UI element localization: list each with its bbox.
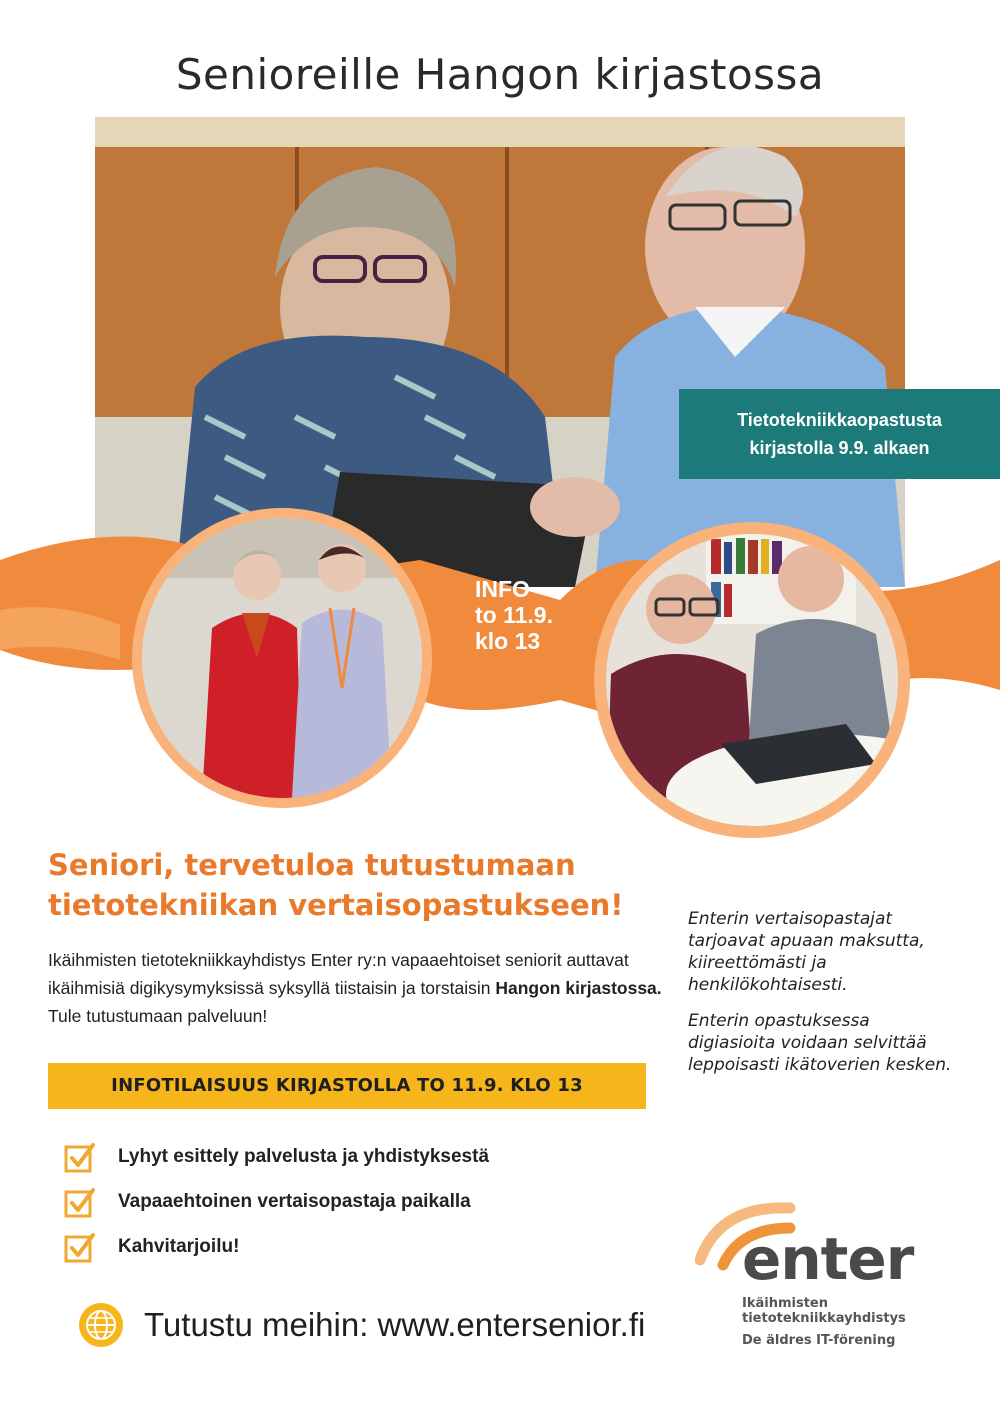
enter-logo-subtitle	[742, 1296, 906, 1326]
headline	[48, 845, 668, 925]
logo-sub-line-2: tietotekniikkayhdistys	[742, 1311, 906, 1326]
left-circle-photo	[142, 518, 422, 798]
globe-icon	[78, 1302, 124, 1348]
badge-line-2: kirjastolla 9.9. alkaen	[749, 438, 930, 458]
intro-text-1: Ikäihmisten tietotekniikkayhdistys Enter ry:n vapaaehtoiset seniorit auttavat ikäihmisiä digikysymyksissä syksyllä tiistaisin ja torstaisin	[48, 950, 629, 998]
page-title: Senioreille Hangon kirjastossa	[175, 50, 825, 99]
enter-logo-swedish: De äldres IT-förening	[742, 1333, 896, 1348]
checklist-item	[64, 1182, 471, 1222]
teal-announcement-badge	[679, 389, 1000, 479]
side-paragraph-2: Enterin opastuksessa digiasioita voidaan selvittää leppoisasti ikätoverien kesken.	[688, 1011, 952, 1075]
checklist-label: Lyhyt esittely palvelusta ja yhdistyksestä	[118, 1146, 490, 1167]
checklist-label: Kahvitarjoilu!	[118, 1236, 240, 1257]
checkbox-checked-icon	[64, 1186, 96, 1218]
badge-line-1: Tietotekniikkaopastusta	[737, 410, 942, 430]
website-url-text[interactable]: Tutustu meihin: www.entersenior.fi	[144, 1306, 646, 1343]
side-text	[688, 908, 958, 1090]
intro-bold-location: Hangon kirjastossa.	[495, 978, 662, 998]
enter-logo-wordmark: enter	[742, 1225, 914, 1293]
right-circle-photo	[606, 534, 898, 826]
checklist-label: Vapaaehtoinen vertaisopastaja paikalla	[118, 1191, 471, 1212]
intro-text-2: Tule tutustumaan palveluun!	[48, 1006, 268, 1026]
checklist-item	[64, 1137, 489, 1177]
info-line-1: INFO	[475, 576, 530, 602]
info-session-banner: INFOTILAISUUS KIRJASTOLLA TO 11.9. KLO 13	[48, 1063, 646, 1109]
footer-website	[78, 1302, 645, 1348]
checklist-item	[64, 1227, 239, 1267]
logo-sub-line-1: Ikäihmisten	[742, 1296, 828, 1311]
side-paragraph-1: Enterin vertaisopastajat tarjoavat apuaan maksutta, kiireettömästi ja henkilökohtaisesti.	[688, 909, 925, 995]
checkbox-checked-icon	[64, 1231, 96, 1263]
info-line-3: klo 13	[475, 628, 541, 654]
headline-line-2: tietotekniikan vertaisopastukseen!	[48, 888, 624, 922]
headline-line-1: Seniori, tervetuloa tutustumaan	[48, 848, 576, 882]
info-line-2: to 11.9.	[475, 602, 553, 628]
intro-paragraph	[48, 946, 678, 1030]
info-bubble	[475, 576, 553, 654]
checkbox-checked-icon	[64, 1141, 96, 1173]
